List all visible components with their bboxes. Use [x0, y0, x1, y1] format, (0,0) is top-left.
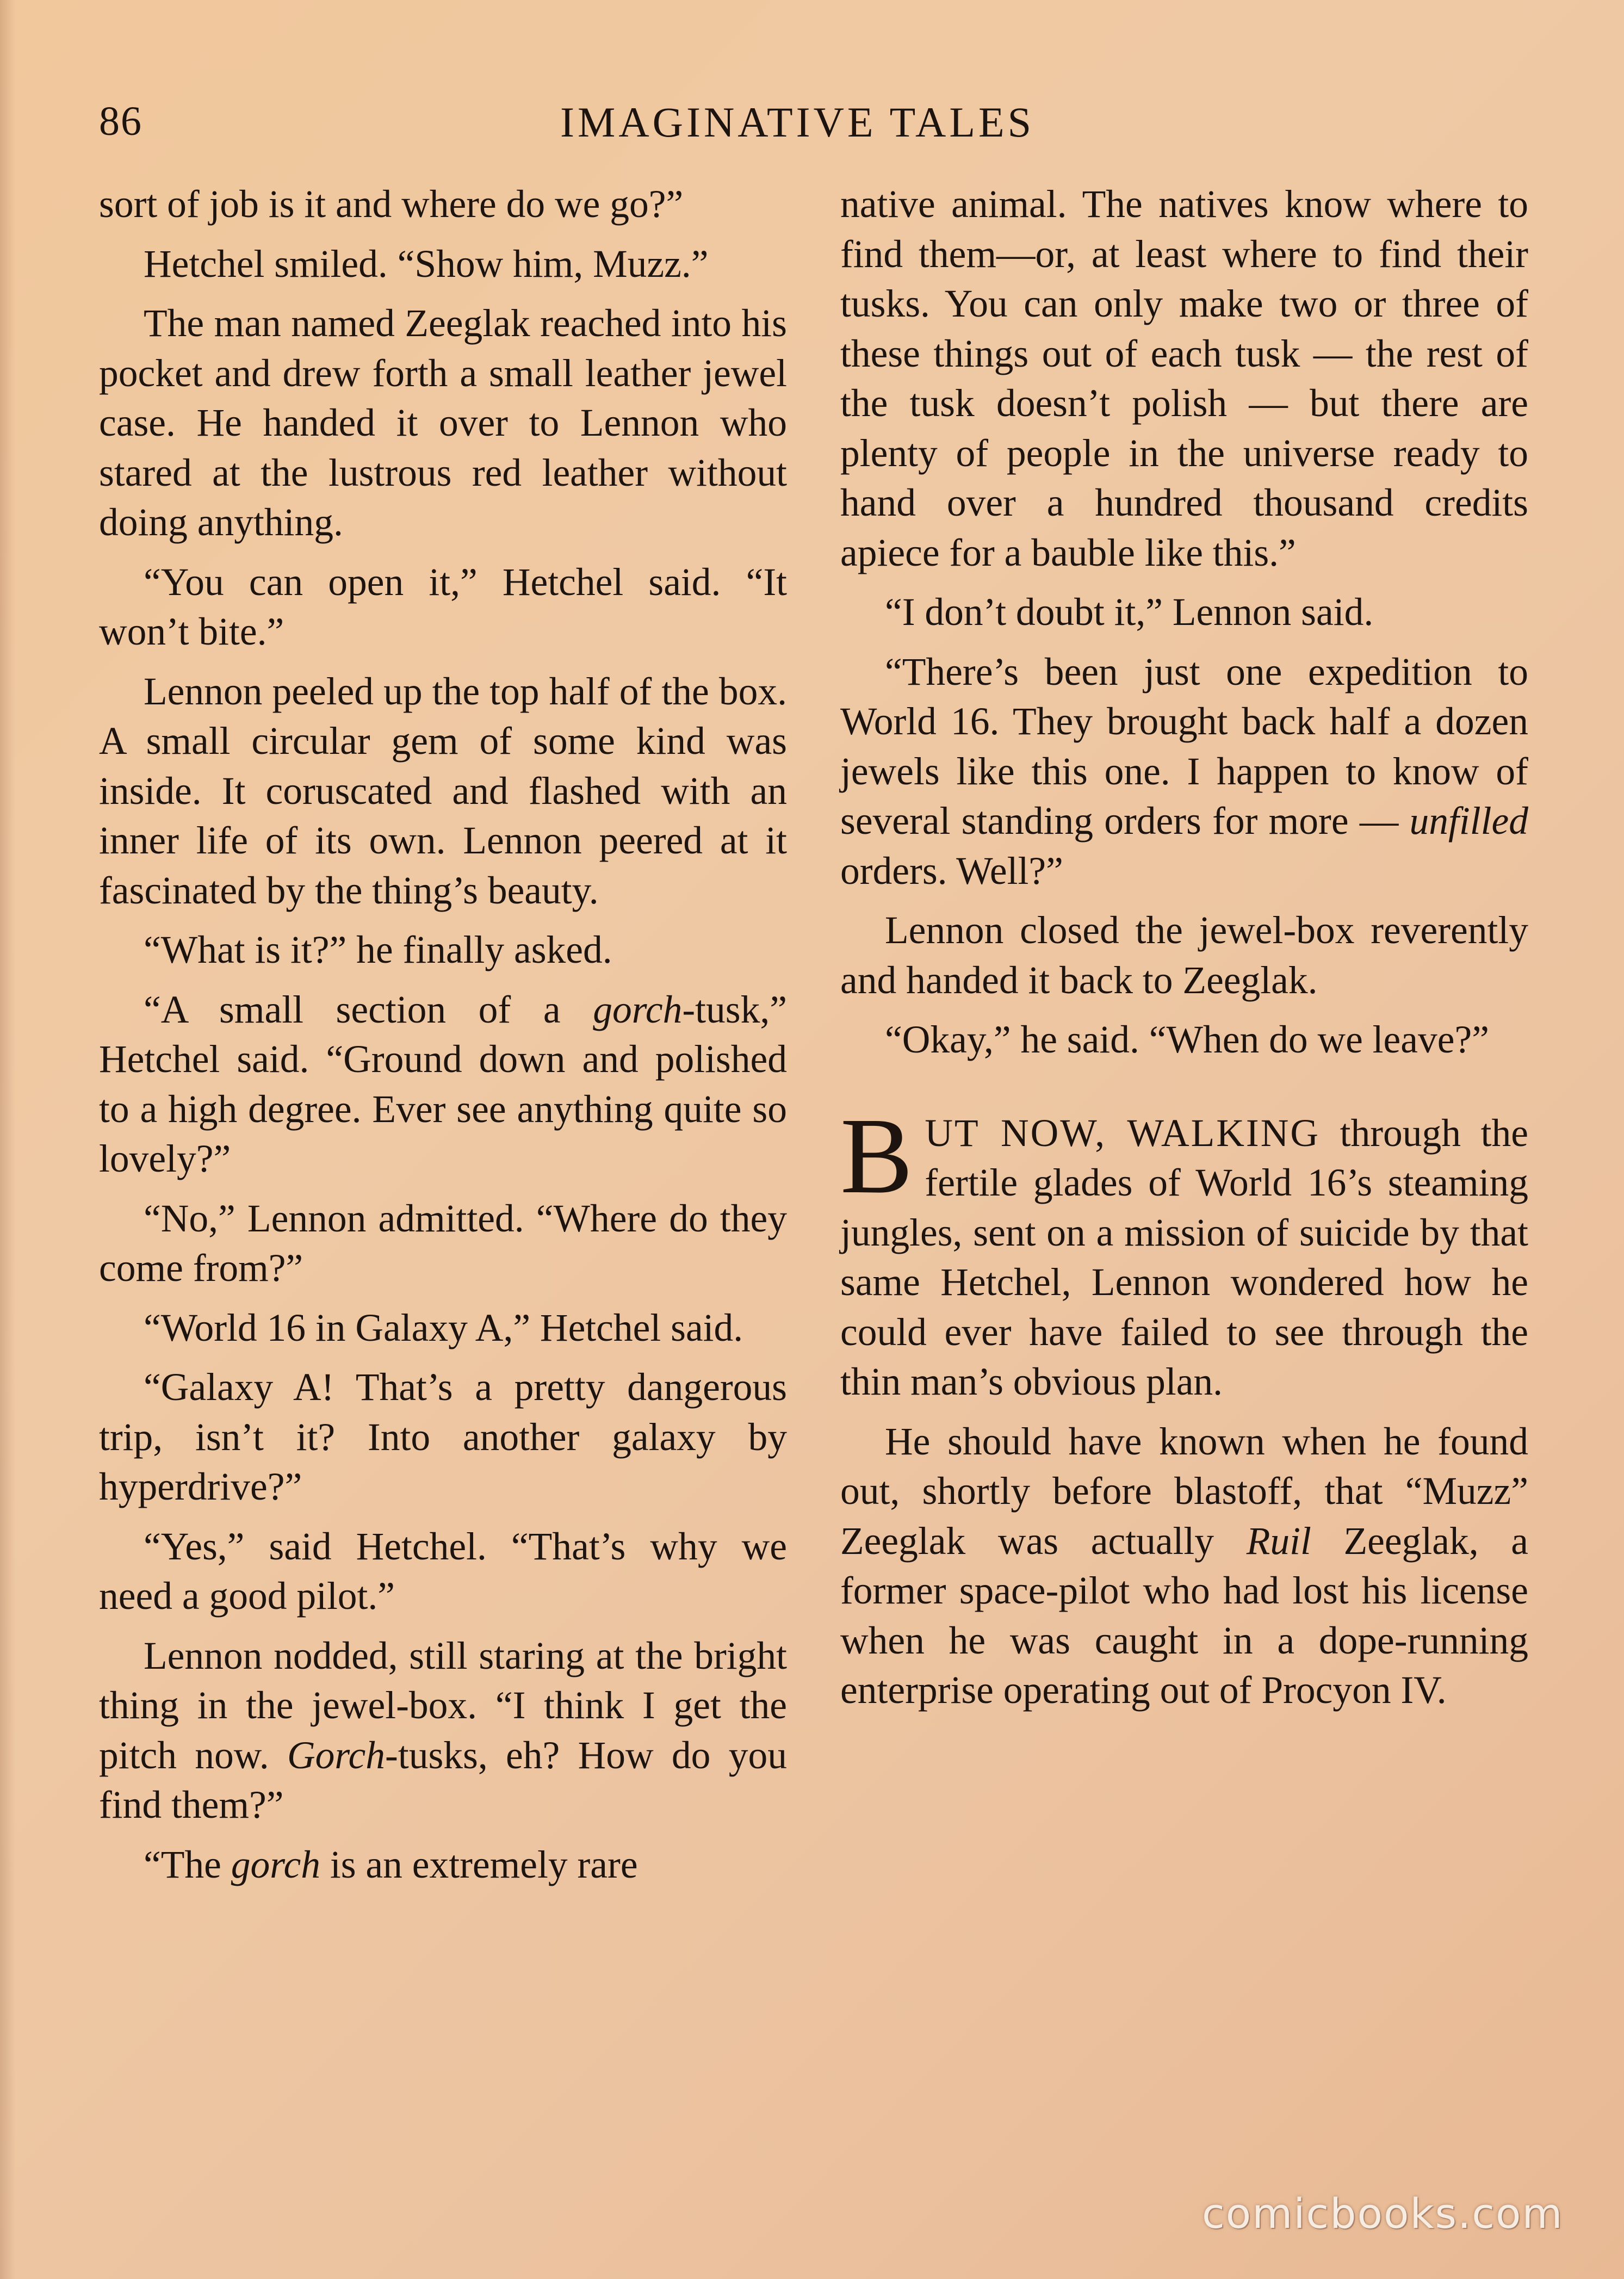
italic-term: gorch — [593, 988, 683, 1031]
paragraph — [99, 1840, 787, 1890]
italic-term: Gorch — [287, 1733, 386, 1777]
section-break-paragraph — [840, 1095, 1528, 1407]
paragraph: The man named Zeeglak reached into his pocket and drew forth a small leather jewel case. He handed it over to Lennon who stared at the lustrous red leather without doing anything. — [99, 302, 787, 544]
paragraph: Lennon closed the jewel-box reverently and handed it back to Zeeglak. — [840, 909, 1528, 1002]
paragraph: “What is it?” he finally asked. — [144, 928, 612, 971]
paragraph: Hetchel smiled. “Show him, Muzz.” — [144, 242, 709, 286]
text-run: -tusks, eh? How do you find them?” — [99, 1733, 787, 1826]
paragraph: “You can open it,” Hetchel said. “It won’t bite.” — [99, 560, 787, 653]
text-run: -tusk,” Hetchel said. “Ground down and polished to a high degree. Ever see anything quite so lovely?” — [99, 988, 787, 1180]
paragraph: “Okay,” he said. “When do we leave?” — [885, 1018, 1489, 1061]
paragraph — [99, 1631, 787, 1830]
right-column — [840, 179, 1528, 1725]
text-run: Lennon nodded, still staring at the bright thing in the jewel-box. “I think I get the pitch now. — [99, 1634, 787, 1777]
text-run: He should have known when he found out, shortly before blastoff, that “Muzz” Zeeglak was actually — [840, 1420, 1528, 1563]
paragraph — [99, 985, 787, 1184]
running-head: IMAGINATIVE TALES — [560, 98, 1035, 146]
paragraph — [840, 647, 1528, 896]
text-run: orders. Well?” — [840, 849, 1063, 893]
paragraph: Lennon peeled up the top half of the box. A small circular gem of some kind was inside. It coruscated and flashed with an inner life of its own. Lennon peered at it fascinated by the thing’s beauty. — [99, 670, 787, 912]
paragraph: “I don’t doubt it,” Lennon said. — [885, 591, 1374, 634]
paragraph: “Yes,” said Hetchel. “That’s why we need a good pilot.” — [99, 1525, 787, 1618]
text-run: “The — [144, 1843, 231, 1886]
paragraph — [840, 1417, 1528, 1716]
italic-term: gorch — [231, 1843, 320, 1886]
text-run: “There’s been just one expedition to World 16. They brought back half a dozen jewels like this one. I happen to know of several standing orders for more — — [840, 650, 1528, 843]
text-run: Zeeglak, a former space-pilot who had lost his license when he was caught in a dope-running enterprise operating out of Procyon IV. — [840, 1519, 1528, 1712]
paragraph: native animal. The natives know where to find them—or, at least where to find their tusks. You can only make two or three of these things out of each tusk — the rest of the tusk doesn’t polish — but there are plenty of people in the universe ready to hand over a hundred thousand credits apiece for a bauble like this.” — [840, 183, 1528, 574]
paragraph: sort of job is it and where do we go?” — [99, 183, 684, 226]
paragraph: “No,” Lennon admitted. “Where do they come from?” — [99, 1197, 787, 1290]
page-fold-shadow — [0, 0, 15, 2279]
italic-term: Ruil — [1246, 1519, 1311, 1563]
paragraph: “World 16 in Galaxy A,” Hetchel said. — [144, 1306, 743, 1349]
text-run: through the fertile glades of World 16’s steaming jungles, sent on a mission of suicide by that same Hetchel, Lennon wondered how he could ever have failed to see through the thin man’s obvious plan. — [840, 1111, 1528, 1403]
page-number: 86 — [99, 98, 142, 144]
left-column — [99, 179, 787, 1899]
paragraph: “Galaxy A! That’s a pretty dangerous trip, isn’t it? Into another galaxy by hyperdrive?” — [99, 1366, 787, 1508]
drop-cap: B — [840, 1095, 913, 1216]
text-run: “A small section of a — [144, 988, 593, 1031]
lead-in-caps: UT NOW, WALKING — [925, 1111, 1320, 1155]
watermark: comicbooks.com — [1202, 2189, 1564, 2238]
text-run: is an extremely rare — [320, 1843, 638, 1886]
italic-term: unfilled — [1409, 800, 1528, 843]
